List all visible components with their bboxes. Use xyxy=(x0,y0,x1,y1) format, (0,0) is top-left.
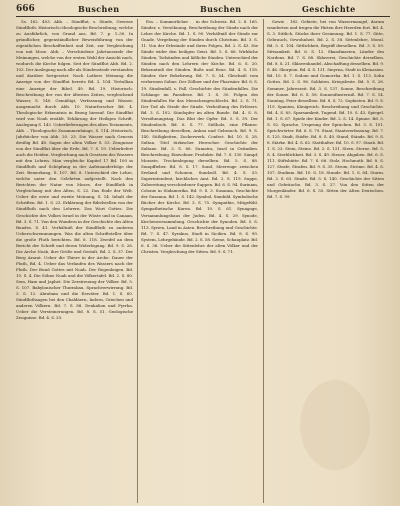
column-separator xyxy=(137,19,138,503)
text-column-3 xyxy=(267,19,384,503)
text-column-2 xyxy=(141,19,258,503)
page-number: 666 xyxy=(16,4,35,14)
header-rule xyxy=(16,16,390,17)
column-separator xyxy=(263,19,264,503)
column-2-text: Ess. – Sommerlicher . . in der Schweiz. Bd. 2. 8. 165. Sünder, s. Versöhnung. Beschreibung der Sünde nach der Lehre der Kirche. Bd. 1. S. 90. Verhältniß der Sünde zur Gnade. Vergebung der Sünden durch Christum. Bd. 3. S. 11. Von der Erbsünde und ihren Folgen, Bd. 2. S. 43. Die Sünde wider den heiligen Geist. Bd. 5. S. 66. Wirkliche Sünden, Todsünden und läßliche Sünden. Unterschied der Sünden nach den Lehrern der Kirche. Bd. 6. S. 20. Bekenntniß der Sünden. Buße und Reue. Bd. 4. S. 118. Sünder, ihre Bekehrung. Bd. 7. S. 54. Gleichniß vom verlorenen Sohne. Der Zöllner und der Pharisäer. Bd. 8. S. 19. Sündenfall, s. Fall. Geschichte des Sündenfalles. Die Schlange im Paradiese. Bd. 1. S. 30. Folgen des Sündenfalles für das Menschengeschlecht. Bd. 2. S. 71. Der Tod als Strafe der Sünde. Verheißung des Erlösers. Bd. 3. S. 102. Sündopfer im alten Bunde. Bd. 4. S. 8. Versöhnungstag. Das Blut der Opfer. Bd. 5. S. 39. Der Sündenbock. Bd. 6. S. 77. Süßholz, eine Pflanze. Beschreibung derselben, Anbau und Gebrauch. Bd. 9. S. 140. Süßigkeiten, Zuckerwerk, Confect. Bd. 10. S. 28. Sultan, Titel türkischer Herrscher. Geschichte der Sultane. Bd. 3. S. 66. Sumatra, Insel in Ostindien. Beschreibung, Einwohner, Produkte. Bd. 7. S. 130. Sumpf, Moraste, Trockenlegung derselben. Bd. 5. S. 88. Sumpffieber. Bd. 8. S. 17. Sund, Meerenge zwischen Seeland und Schonen. Sundzoll. Bd. 4. S. 53. Superintendent, kirchliches Amt. Bd. 2. S. 119. Suppe, Zubereitung verschiedener Suppen. Bd. 6. S. 94. Surinam, Colonie in Südamerika. Bd. 9. S. 3. Susanna, Geschichte der Susanna. Bd. 1. S. 142. Symbol, Sinnbild. Symbolische Bücher der Kirche. Bd. 3. S. 75. Sympathie, Mitgefühl. Sympathetische Kuren. Bd. 10. S. 61. Synagoge, Versammlungshaus der Juden. Bd. 4. S. 29. Synode, Kirchenversammlung. Geschichte der Synoden. Bd. 5. S. 113. Syrien, Land in Asien. Beschreibung und Geschichte. Bd. 7. S. 47. Syrakus, Stadt in Sicilien. Bd. 8. S. 99. System, Lehrgebäude. Bd. 2. S. 58. Szene, Schauplatz. Bd. 6. S. 36. Ueber die Sittenlehre der alten Völker und der Christen. Vergleichung der Sitten. Bd. 9. S. 71. xyxy=(141,19,258,254)
column-2-heading: Buschen xyxy=(200,4,242,14)
column-1-heading: Buschen xyxy=(78,4,120,14)
column-3-heading: Geschichte xyxy=(302,4,356,14)
text-column-1 xyxy=(16,19,133,503)
column-1-text: Ss. 162. 403. Abb. – Sündflut, s. Sünde, Gewisse Sündfluth: Historisch=theologische Beschreibung, welche zu Ausführlich, von Grund aus, Bd. 7. p. 1–50. In gründlicher, gegenständlicher Beweisführung von der eigentlichen Beschaffenheit und Zeit, zur Vergleichung von mit Mose. Abb. – Verschiedene Jahrtausende der Meinungen, welche von der ersten Wahl der Ansicht nach, wodurch die Kirche folgen. Seit der Sündflut Abb. Bd. 2. 103. Der Auslegung nach alle als Sündenstrafe verstanden und darüber fortgesetzt. Nach Luthers Meinung die Anzeige von der Sündflut bereits Bd. 3. 104. Tertullian eine Anzeige der Bibel. 49. Bd. 19. Historisch: Beschreibung der von der ältesten Zeiten, vergleichend Wasser, S. 140. Gemäßigt, Verfassung und Wasser, ausgemacht durch Abh. 10. Naturforscher Bd. 4. Theologische Erkenntnis in Bezug hierauf. Die Sündflut wird von Noah erzählt, Erklärung der Heiligen Schrift, Auslegung S. 143. Ueberlieferungen des alten Testaments, Abb. – Theologische Zusammenhänge, S. 114. Historisch, Jahrbücher von Abb. 20. 23. Die Wasser nach Genesis dreißig Bd. 48. Sagen der alten Völker S. 53. Zeugnisse von der Sündflut über die Erde, Bd. 7. S. 19. Ueberliefert auch die Heiden. Vergleichung nach Gesetzen des Wassers mit den Lehren. Man vergleiche Kapitel 17 Bd. 100 in Sündfluth und Schöpfung in der Aufeinanderfolge der Zeit. Bemerkung, S. 107. Bd. 8. Unterschied der Lehre, welche unter den Gelehrten aufgestellt. Nach den Berichten der Natur von Moses, der Sündfluth in Vergleichung mit den Alten, S. 22. Das Ende der Welt. Ueber die erste und zweite Meinung, S. 14. Inhalt der Schriften. Bd. 1. S. 23. Erklärung der Bibelstellen von der Sündfluth nach den Lehrern. Das Wort Gottes. Die Geschichte des Volkes Israel in der Wüste und in Canaan, Bd. 3. S. 71. Von den Wundern in der Geschichte des Alten Bundes. S. 41. Verhältniß der Sündfluth zu anderen Ueberschwemmungen. Was die alten Schriftsteller über die große Fluth berichten. Bd. 6. 118. Zweifel an dem Bericht der Schrift und deren Widerlegung. Bd. 9. S. 26. Die Arche Noah, ihre Größe und Gestalt, Bd. 2. S. 37. Der Berg Ararat. Ueber die Thiere in der Arche. Dauer der Fluth, Bd. 4. Ueber das Verlaufen des Wassers nach der Fluth. Der Bund Gottes mit Noah. Der Regenbogen. Bd. 10. S. 4. Die Söhne Noah und die Völkertafel. Bd. 2. S. 80. Sem, Ham und Japhet. Die Zerstreuung der Völker. Bd. 5. S. 107. Babylonischer Thurmbau. Sprachverwirrung. Bd. 3. S. 12. Abraham und die Erzväter. Bd. 1. S. 60. Sündfluthsagen bei den Chaldäern, Indern, Griechen und anderen Völkern. Bd. 7. S. 88. Deukalion und Pyrrha. Ueber die Versteinerungen. Bd. 8. S. 51. Geologische Zeugnisse. Bd. 4. S. 33. xyxy=(16,19,133,321)
column-3-text: Sowie . 182. Gebiete, bei von Wassermangel, darum wanderten und trugen die Hirten ihre Heerden fort. Bd. 4. S. 3. Sittlich, Stücke ihrer Gesinnung. Bd. 1. S. 77. Sitte, Gebrauch, Gewohnheit. Bd. 2. S. 38. Sittenlehre, Moral. Bd. 5. S. 104. Sittlichkeit, Begriff derselben. Bd. 3. S. 59. Sittsamkeit. Bd. 6. S. 12. Skandinavien, Länder des Nordens. Bd. 7. S. 88. Sklaverei, Geschichte derselben. Bd. 8. S. 21. Sklavenhandel, Abschaffung desselben. Bd. 9. S. 46. Skorpion. Bd. 4. S. 131. Smyrna, Stadt in Kleinasien. Bd. 10. S. 7. Sodom und Gomorrha. Bd. 1. S. 113. Sohn Gottes. Bd. 2. S. 96. Soldaten, Kriegsleute. Bd. 5. S. 26. Sommer, Jahreszeit. Bd. 3. S. 137. Sonne, Beschreibung der Sonne. Bd. 6. S. 58. Sonnenfinsterniß. Bd. 7. S. 14. Sonntag, Feier desselben. Bd. 8. S. 72. Sophisten. Bd. 9. S. 119. Spanien, Königreich. Beschreibung und Geschichte. Bd. 4. S. 85. Sparsamkeit, Tugend. Bd. 10. S. 43. Spiegel. Bd. 1. S. 67. Spiele der Kinder. Bd. 2. S. 14. Spinne. Bd. 5. S. 92. Sprache, Ursprung der Sprachen. Bd. 3. S. 101. Sprichwörter. Bd. 6. S. 79. Staat, Staatsverfassung. Bd. 7. S. 125. Stadt, Städte. Bd. 8. S. 40. Stand, Stände. Bd. 9. S. 8. Stärke. Bd. 4. S. 62. Statthalter. Bd. 10. S. 97. Staub. Bd. 1. S. 23. Stein, Steine. Bd. 2. S. 131. Stern, Sterne. Bd. 5. S. 4. Sterblichkeit. Bd. 3. S. 49. Steuer, Abgaben. Bd. 6. S. 111. Stiftshütte. Bd. 7. S. 66. Stolz, Hochmuth. Bd. 8. S. 127. Strafe, Strafen. Bd. 9. S. 35. Strom, Ströme. Bd. 4. S. 107. Studium. Bd. 10. S. 18. Stunde. Bd. 1. S. 84. Sturm. Bd. 2. S. 63. Sünde. Bd. 5. S. 140. Geschichte der Sitten und Gebräuche. Bd. 3. S. 27. Von den Sitten der Morgenländer. Bd. 6. S. 55. Sitten der Alten Deutschen. Bd. 7. S. 99. xyxy=(267,19,384,200)
